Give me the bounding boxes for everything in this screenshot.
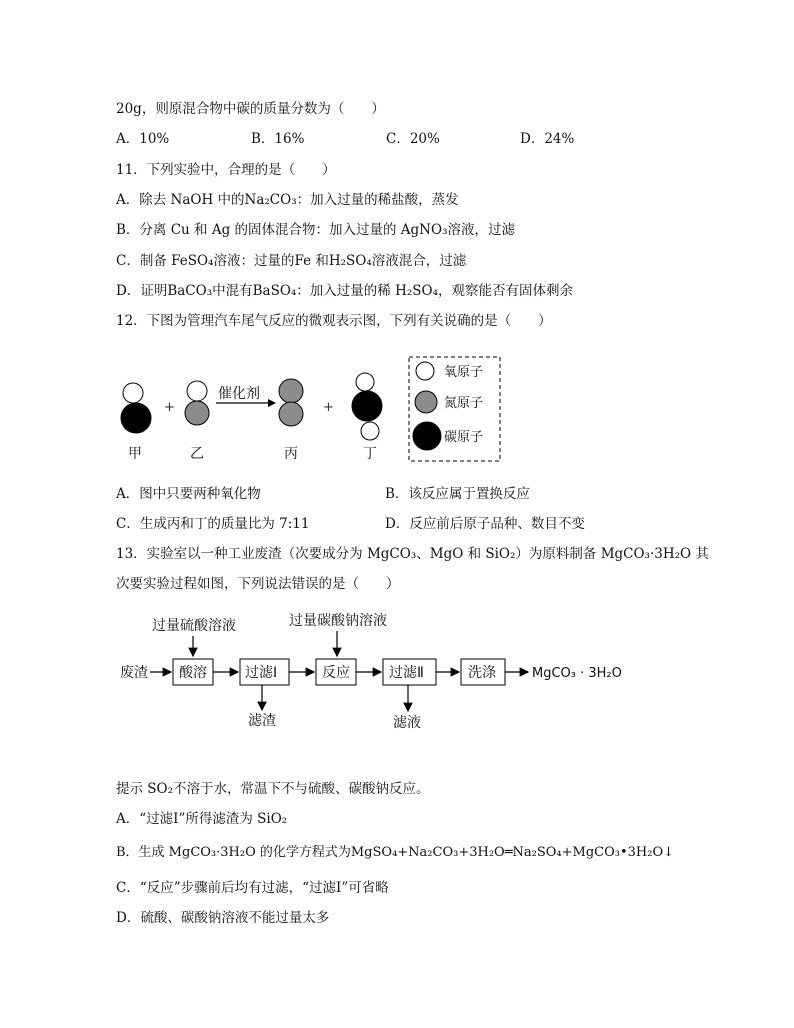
q10-continuation: 20g，则原混合物中碳的质量分数为（ ） [116,101,385,117]
q13-hint: 提示 SO₂不溶于水，常温下不与硫酸、碳酸钠反应。 [116,781,430,797]
legend-nitrogen: 氮原子 [444,396,484,411]
q13-option-b: B．生成 MgCO₃·3H₂O 的化学方程式为MgSO₄+Na₂CO₃+3H₂O═Na₂SO₄+MgCO₃•3H₂O↓ [116,845,675,860]
q10-option-a: A．10% [116,131,170,147]
q13-option-a: A．“过滤Ⅰ”所得滤渣为 SiO₂ [116,811,288,827]
q12-option-a: A．图中只要两种氧化物 [116,486,261,502]
q13-option-c: C．“反应”步骤前后均有过滤，“过滤Ⅰ”可省略 [116,880,389,896]
legend-carbon: 碳原子 [444,430,484,445]
flow-step-1: 酸溶 [179,665,207,681]
flow-output-residue: 滤渣 [248,713,276,729]
label-ding: 丁 [363,446,377,462]
flow-product: MgCO₃ · 3H₂O [532,666,622,681]
flow-input-sodium-carbonate: 过量碳酸钠溶液 [289,613,387,629]
q12-option-c: C．生成丙和丁的质量比为 7:11 [116,516,310,532]
flow-step-2: 过滤Ⅰ [245,665,278,681]
q10-option-d: D．24% [520,131,575,147]
label-bing: 丙 [284,446,298,462]
q12-option-d: D．反应前后原子品种、数目不变 [385,516,585,532]
q10-option-b: B．16% [251,131,305,147]
legend-oxygen: 氧原子 [444,365,484,380]
q11-option-b: B．分离 Cu 和 Ag 的固体混合物：加入过量的 AgNO₃溶液，过滤 [116,222,515,238]
q11-stem: 11．下列实验中，合理的是（ ） [116,162,336,178]
flow-step-4: 过滤Ⅱ [389,665,424,681]
flow-output-filtrate: 滤液 [393,715,421,731]
q12-option-b: B．该反应属于置换反应 [385,486,530,502]
label-yi: 乙 [190,446,204,462]
plus-sign-1: + [164,400,175,415]
q12-stem: 12．下图为管理汽车尾气反应的微观表示图，下列有关说确的是（ ） [116,313,552,329]
q13-option-d: D．硫酸、碳酸钠溶液不能过量太多 [116,910,330,926]
plus-sign-2: + [323,400,334,415]
catalyst-label: 催化剂 [218,386,260,402]
q13-stem-line2: 次要实验过程如图，下列说法错误的是（ ） [116,576,400,592]
flow-step-3: 反应 [322,665,350,681]
q10-option-c: C．20% [386,131,440,147]
q11-option-d: D．证明BaCO₃中混有BaSO₄：加入过量的稀 H₂SO₄，观察能否有固体剩余 [116,283,574,299]
flow-input-sulfuric: 过量硫酸溶液 [152,618,236,634]
q11-option-a: A．除去 NaOH 中的Na₂CO₃：加入过量的稀盐酸，蒸发 [116,192,459,208]
q13-stem-line1: 13．实验室以一种工业废渣（次要成分为 MgCO₃、MgO 和 SiO₂）为原料制备 MgCO₃·3H₂O 其 [116,546,709,562]
q11-option-c: C．制备 FeSO₄溶液：过量的Fe 和H₂SO₄溶液混合，过滤 [116,253,467,269]
flow-start: 废渣 [120,665,148,681]
label-jia: 甲 [128,446,142,462]
flow-step-5: 洗涤 [468,665,496,681]
